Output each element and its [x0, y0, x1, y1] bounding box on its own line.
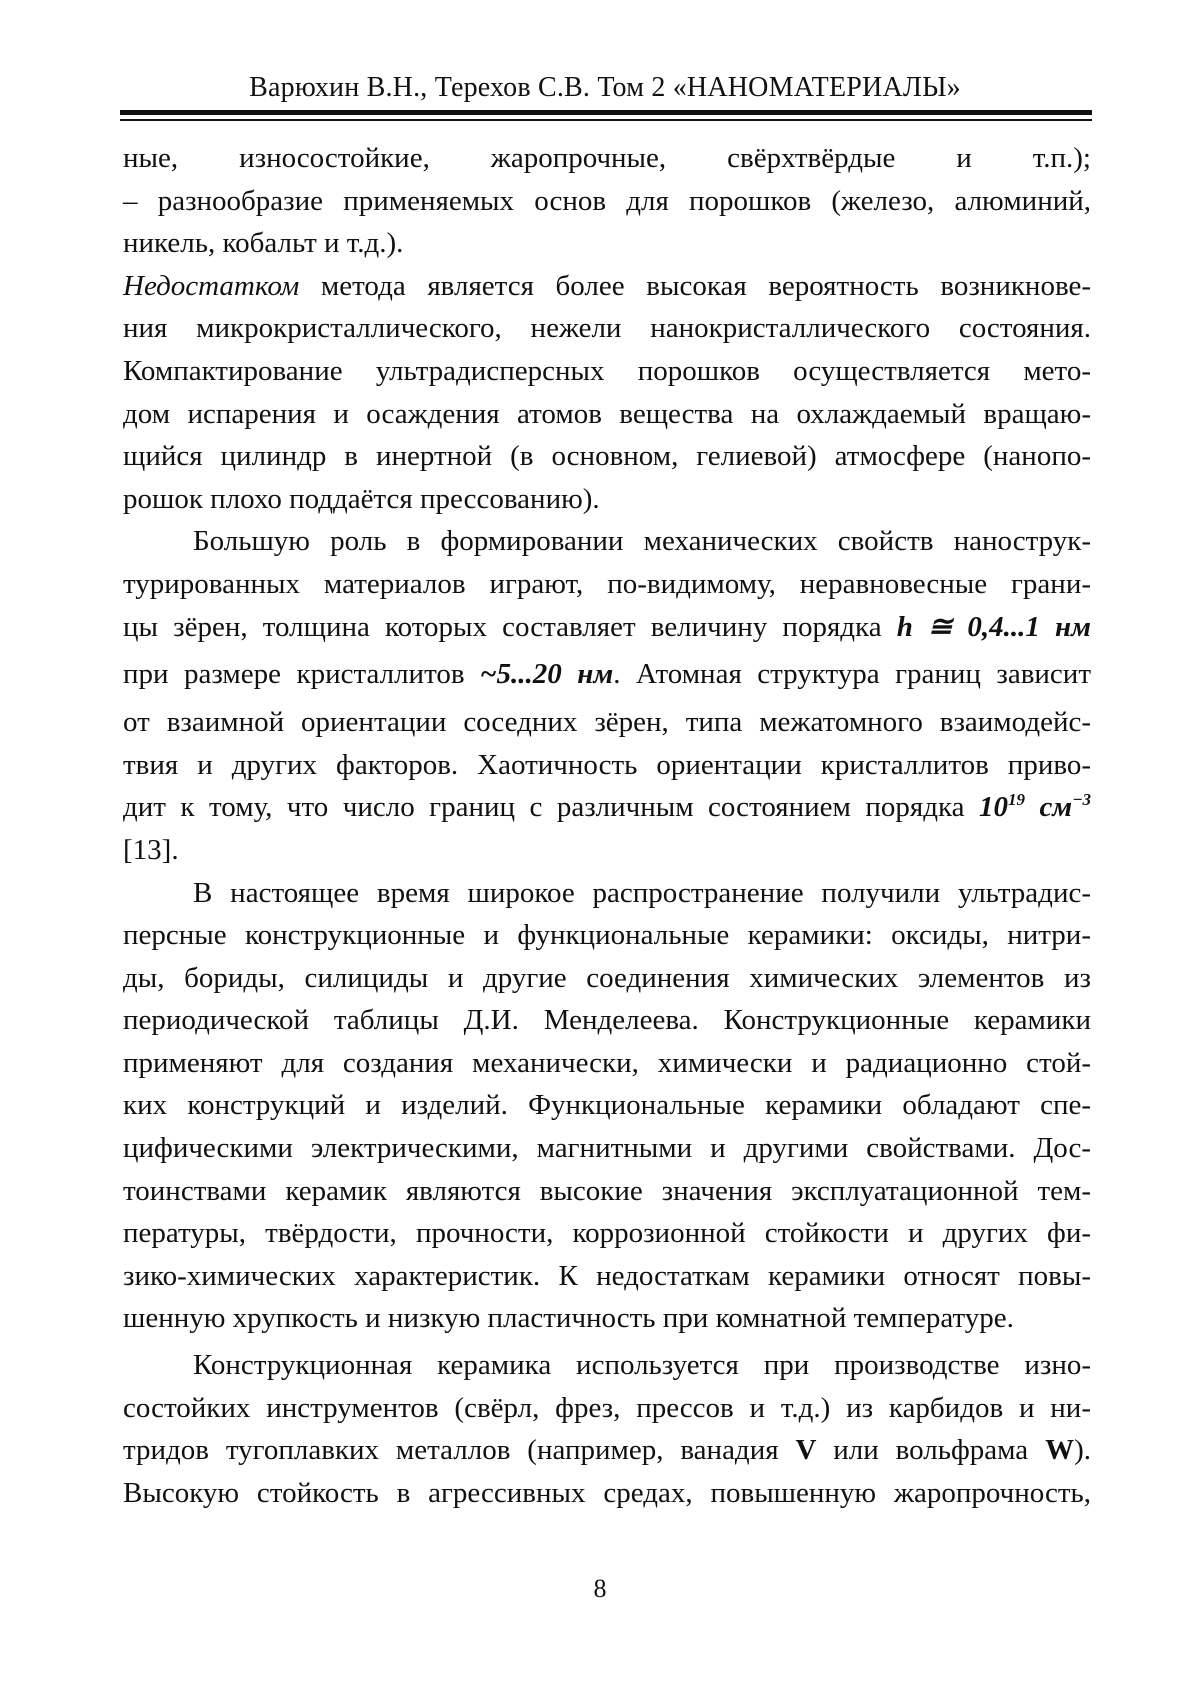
paragraph-first-line: Большую роль в формировании механических свойств нанострук- — [193, 525, 1091, 558]
text-line: цы зёрен, толщина которых составляет величину порядка h ≅ 0,4...1 нм — [123, 610, 1091, 643]
text-line: периодической таблицы Д.И. Менделеева. Конструкционные керамики — [123, 1004, 1091, 1037]
paragraph-first-line: В настоящее время широкое распространение получили ультрадис- — [193, 876, 1091, 909]
text-line: ные, износостойкие, жаропрочные, свёрхтвёрдые и т.п.); — [123, 142, 1091, 174]
text-line: щийся цилиндр в инертной (в основном, гелиевой) атмосфере (нанопо- — [123, 440, 1091, 473]
symbol-vanadium: V — [795, 1434, 817, 1467]
formula-boundary-density: $10^{19}$ $см^{-3}$ — [978, 790, 1091, 824]
text-line: ких конструкций и изделий. Функциональные керамики обладают спе- — [123, 1089, 1091, 1122]
text-line: зико-химических характеристик. К недостаткам керамики относят повы- — [123, 1259, 1091, 1292]
text-line: от взаимной ориентации соседних зёрен, типа межатомного взаимодейс- — [123, 706, 1091, 739]
text-line: ды, бориды, силициды и другие соединения химических элементов из — [123, 961, 1091, 994]
text-line: цифическими электрическими, магнитными и другими свойствами. Дос- — [123, 1132, 1091, 1165]
text-line: тоинствами керамик являются высокие значения эксплуатационной тем- — [123, 1174, 1091, 1207]
page-number: 8 — [593, 1574, 607, 1603]
text-line: рошок плохо поддаётся прессованию). — [123, 482, 600, 515]
text-line: твия и других факторов. Хаотичность ориентации кристаллитов приво- — [123, 748, 1091, 781]
header-rule-thick — [120, 110, 1092, 115]
text-line: никель, кобальт и т.д.). — [123, 227, 404, 260]
text-line: состойких инструментов (свёрл, фрез, прессов и т.д.) из карбидов и ни- — [123, 1391, 1091, 1424]
text-line: Компактирование ультрадисперсных порошков осуществляется мето- — [123, 354, 1091, 387]
symbol-tungsten: W — [1045, 1434, 1075, 1467]
header-rule-thin — [120, 119, 1092, 121]
text-line: пературы, твёрдости, прочности, коррозионной стойкости и других фи- — [123, 1217, 1091, 1250]
text-line: турированных материалов играют, по-видимому, неравновесные грани- — [123, 567, 1091, 600]
text-line: ния микрокристаллического, нежели нанокристаллического состояния. — [123, 312, 1091, 345]
formula-crystallite-size: ~5...20 нм — [480, 658, 614, 691]
text-line: – разнообразие применяемых основ для порошков (железо, алюминий, — [123, 184, 1091, 217]
text-line: Недостатком метода является более высокая вероятность возникнове- — [123, 269, 1091, 302]
emphasis: Недостатком — [123, 269, 300, 302]
text-line: Высокую стойкость в агрессивных средах, повышенную жаропрочность, — [123, 1476, 1091, 1509]
text-line: дом испарения и осаждения атомов вещества на охлаждаемый вращаю- — [123, 397, 1091, 430]
text-line: тридов тугоплавких металлов (например, ванадия V или вольфрама W). — [123, 1434, 1091, 1467]
text-line: дит к тому, что число границ с различным состоянием порядка $10^{19}$ $см^{-3}$ — [123, 790, 1091, 824]
running-header: Варюхин В.Н., Терехов С.В. Том 2 «НАНОМАТЕРИАЛЫ» — [249, 72, 961, 103]
citation: [13]. — [123, 833, 179, 866]
paragraph-first-line: Конструкционная керамика используется при производстве изно- — [193, 1349, 1091, 1382]
text-line: при размере кристаллитов ~5...20 нм. Атомная структура границ зависит — [123, 658, 1091, 691]
text-line: применяют для создания механически, химически и радиационно стой- — [123, 1046, 1091, 1079]
text-line: шенную хрупкость и низкую пластичность при комнатной температуре. — [123, 1302, 1014, 1335]
text-line: персные конструкционные и функциональные керамики: оксиды, нитри- — [123, 919, 1091, 952]
formula-grain-boundary-width: h ≅ 0,4...1 нм — [896, 610, 1091, 643]
page-body — [123, 137, 1091, 1514]
